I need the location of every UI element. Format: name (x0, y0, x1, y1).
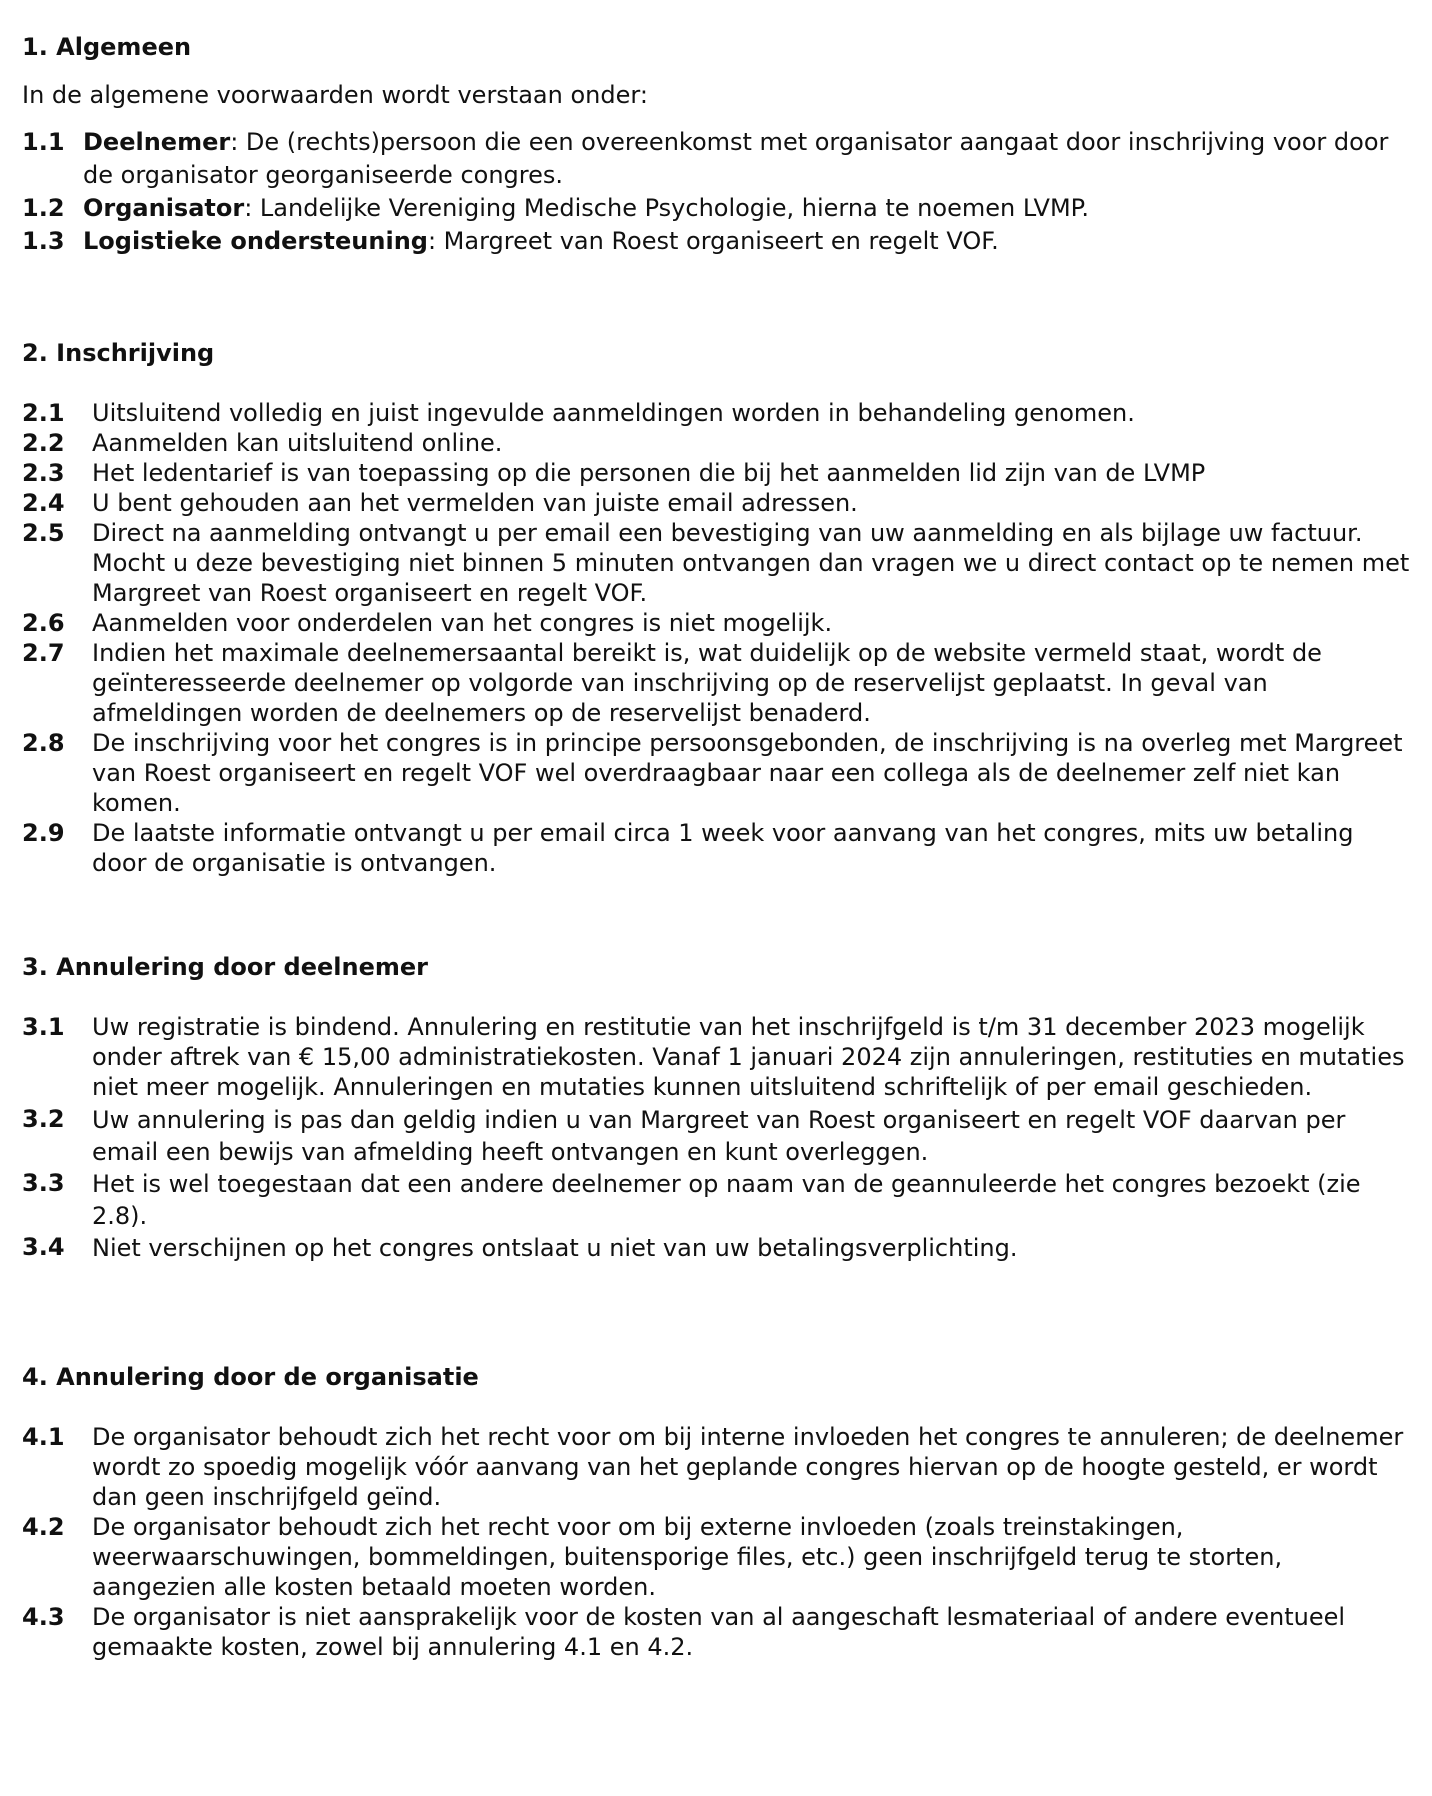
item-text: Het is wel toegestaan dat een andere deelnemer op naam van de geannuleerde het congres bezoekt (zie 2.8). (92, 1170, 1361, 1230)
section-algemeen (22, 30, 1412, 258)
item-text: Direct na aanmelding ontvangt u per email een bevestiging van uw aanmelding en als bijlage uw factuur. Mocht u deze bevestiging niet binnen 5 minuten ontvangen dan vragen we u direct contact op te nemen met Margreet van Roest organiseert en regelt VOF. (92, 519, 1410, 607)
terms-list (22, 398, 1412, 878)
list-item (22, 398, 1412, 428)
definition-list (22, 126, 1412, 258)
item-definition: : De (rechts)persoon die een overeenkomst met organisator aangaat door inschrijving voor door de organisator georganiseerde congres. (83, 128, 1389, 189)
item-number: 2.6 (22, 609, 65, 637)
item-text: De organisator is niet aansprakelijk voor de kosten van al aangeschaft lesmateriaal of andere eventueel gemaakte kosten, zowel bij annulering 4.1 en 4.2. (92, 1603, 1346, 1661)
item-text: Aanmelden kan uitsluitend online. (92, 429, 503, 457)
item-term: Organisator (83, 194, 245, 222)
document (22, 30, 1412, 1662)
list-item (22, 1512, 1412, 1602)
item-text: Aanmelden voor onderdelen van het congres is niet mogelijk. (92, 609, 833, 637)
terms-list (22, 1422, 1412, 1662)
item-text: Uitsluitend volledig en juist ingevulde aanmeldingen worden in behandeling genomen. (92, 399, 1135, 427)
list-item (22, 225, 1412, 258)
item-number: 3.2 (22, 1105, 65, 1133)
item-text: Niet verschijnen op het congres ontslaat u niet van uw betalingsverplichting. (92, 1234, 1018, 1262)
item-number: 4.1 (22, 1423, 65, 1451)
item-number: 2.2 (22, 429, 65, 457)
item-number: 2.8 (22, 729, 65, 757)
item-number: 2.1 (22, 399, 65, 427)
item-text: U bent gehouden aan het vermelden van juiste email adressen. (92, 489, 858, 517)
terms-list (22, 1012, 1412, 1264)
item-definition: : Landelijke Vereniging Medische Psychologie, hierna te noemen LVMP. (244, 194, 1090, 222)
section-annulering-organisatie (22, 1360, 1412, 1662)
list-item (22, 488, 1412, 518)
item-number: 3.4 (22, 1233, 65, 1261)
item-text: De laatste informatie ontvangt u per email circa 1 week voor aanvang van het congres, mits uw betaling door de organisatie is ontvangen. (92, 819, 1354, 877)
item-definition: : Margreet van Roest organiseert en regelt VOF. (427, 227, 999, 255)
section-intro: In de algemene voorwaarden wordt verstaan onder: (22, 81, 648, 109)
item-text (83, 192, 1412, 225)
section-annulering-deelnemer (22, 950, 1412, 1264)
item-number: 4.3 (22, 1603, 65, 1631)
list-item (22, 728, 1412, 818)
item-number: 2.3 (22, 459, 65, 487)
item-number: 2.7 (22, 639, 65, 667)
item-text: Het ledentarief is van toepassing op die personen die bij het aanmelden lid zijn van de LVMP (92, 459, 1206, 487)
section-title: 2. Inschrijving (22, 339, 215, 367)
item-number: 4.2 (22, 1513, 65, 1541)
item-text: Uw annulering is pas dan geldig indien u van Margreet van Roest organiseert en regelt VOF daarvan per email een bewijs van afmelding heeft ontvangen en kunt overleggen. (92, 1106, 1346, 1166)
item-text (83, 225, 1412, 258)
item-text: De organisator behoudt zich het recht voor om bij externe invloeden (zoals treinstakingen, weerwaarschuwingen, bommeldingen, buitensporige files, etc.) geen inschrijfgeld terug te storten, aangezien alle kosten betaald moeten worden. (92, 1513, 1283, 1601)
section-title: 3. Annulering door deelnemer (22, 953, 428, 981)
item-text: De organisator behoudt zich het recht voor om bij interne invloeden het congres te annuleren; de deelnemer wordt zo spoedig mogelijk vóór aanvang van het geplande congres hiervan op de hoogte gesteld, er wordt dan geen inschrijfgeld geïnd. (92, 1423, 1404, 1511)
item-number: 1.1 (22, 128, 65, 156)
list-item (22, 1104, 1412, 1168)
list-item (22, 818, 1412, 878)
item-text: Uw registratie is bindend. Annulering en restitutie van het inschrijfgeld is t/m 31 december 2023 mogelijk onder aftrek van € 15,00 administratiekosten. Vanaf 1 januari 2024 zijn annuleringen, restituties en mutaties niet meer mogelijk. Annuleringen en mutaties kunnen uitsluitend schriftelijk of per email geschieden. (92, 1013, 1405, 1101)
list-item (22, 428, 1412, 458)
section-title: 4. Annulering door de organisatie (22, 1363, 479, 1391)
section-title: 1. Algemeen (22, 33, 192, 61)
list-item (22, 1012, 1412, 1102)
list-item (22, 458, 1412, 488)
section-inschrijving (22, 336, 1412, 878)
item-number: 2.4 (22, 489, 65, 517)
list-item (22, 1168, 1412, 1232)
list-item (22, 1602, 1412, 1662)
item-term: Deelnemer (83, 128, 231, 156)
item-number: 1.3 (22, 227, 65, 255)
item-text: Indien het maximale deelnemersaantal bereikt is, wat duidelijk op de website vermeld staat, wordt de geïnteresseerde deelnemer op volgorde van inschrijving op de reservelijst geplaatst. In geval van afmeldingen worden de deelnemers op de reservelijst benaderd. (92, 639, 1322, 727)
item-number: 3.3 (22, 1169, 65, 1197)
list-item (22, 638, 1412, 728)
list-item (22, 1232, 1412, 1264)
item-text: De inschrijving voor het congres is in principe persoonsgebonden, de inschrijving is na overleg met Margreet van Roest organiseert en regelt VOF wel overdraagbaar naar een collega als de deelnemer zelf niet kan komen. (92, 729, 1403, 817)
list-item (22, 518, 1412, 608)
list-item (22, 608, 1412, 638)
item-number: 3.1 (22, 1013, 65, 1041)
list-item (22, 192, 1412, 225)
item-number: 1.2 (22, 194, 65, 222)
item-term: Logistieke ondersteuning (83, 227, 428, 255)
list-item (22, 1422, 1412, 1512)
item-text (83, 126, 1412, 192)
item-number: 2.5 (22, 519, 65, 547)
item-number: 2.9 (22, 819, 65, 847)
list-item (22, 126, 1412, 192)
